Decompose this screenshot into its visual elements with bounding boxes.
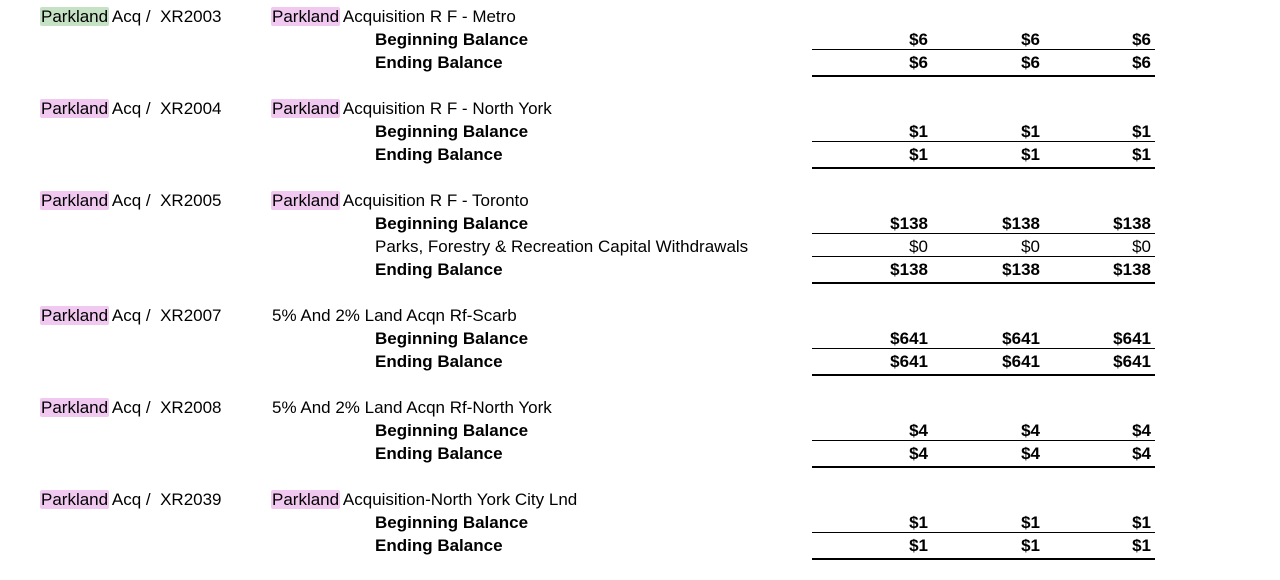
balance-value: $641 [1002, 329, 1040, 348]
highlighted-term: Parkland [41, 99, 109, 118]
fund-code [41, 398, 222, 418]
total-underline [812, 374, 1155, 376]
fund-block [0, 99, 1280, 172]
highlighted-term: Parkland [41, 490, 109, 509]
highlighted-term: Parkland [41, 398, 109, 417]
balance-value: $641 [1002, 352, 1040, 371]
row-separator [812, 348, 1155, 349]
balance-value: $641 [890, 352, 928, 371]
fund-title [272, 490, 577, 510]
fund-title [272, 306, 517, 326]
fund-block [0, 490, 1280, 563]
balance-value: $1 [909, 513, 928, 532]
fund-title [272, 191, 529, 211]
fund-block [0, 306, 1280, 379]
balance-value: $138 [1002, 260, 1040, 279]
balance-value: $4 [1132, 421, 1151, 440]
balance-value: $6 [909, 53, 928, 72]
balance-value: $0 [909, 237, 928, 256]
balance-value: $1 [1132, 122, 1151, 141]
balance-value: $6 [909, 30, 928, 49]
balance-row-label: Beginning Balance [375, 513, 529, 532]
row-separator [812, 532, 1155, 533]
balance-value: $4 [909, 444, 928, 463]
highlighted-term: Parkland [41, 7, 109, 26]
balance-value: $1 [909, 122, 928, 141]
fund-block [0, 191, 1280, 287]
balance-value: $1 [1132, 513, 1151, 532]
fund-title-text: Acquisition R F - Toronto [339, 191, 529, 210]
fund-title-text: Acquisition R F - North York [339, 99, 552, 118]
fund-code-text: Acq / XR2004 [108, 99, 222, 118]
highlighted-term: Parkland [41, 306, 109, 325]
fund-title-text: 5% And 2% Land Acqn Rf-Scarb [272, 306, 517, 325]
total-underline [812, 167, 1155, 169]
balance-row-label: Ending Balance [375, 145, 503, 164]
balance-value: $138 [1113, 260, 1151, 279]
fund-code [41, 191, 222, 211]
row-separator [812, 49, 1155, 50]
fund-code [41, 490, 222, 510]
balance-value: $4 [909, 421, 928, 440]
balance-value: $1 [1132, 536, 1151, 555]
fund-code [41, 7, 222, 27]
total-underline [812, 282, 1155, 284]
balance-row-label: Beginning Balance [375, 421, 529, 440]
row-separator [812, 440, 1155, 441]
highlighted-term: Parkland [272, 7, 340, 26]
highlighted-term: Parkland [272, 191, 340, 210]
balance-value: $641 [1113, 329, 1151, 348]
balance-value: $138 [1113, 214, 1151, 233]
balance-value: $1 [1021, 145, 1040, 164]
fund-code-text: Acq / XR2008 [108, 398, 222, 417]
balance-value: $4 [1021, 444, 1040, 463]
balance-value: $641 [1113, 352, 1151, 371]
balance-value: $0 [1132, 237, 1151, 256]
fund-block [0, 7, 1280, 80]
row-separator [812, 233, 1155, 234]
highlighted-term: Parkland [41, 191, 109, 210]
highlighted-term: Parkland [272, 99, 340, 118]
balance-value: $4 [1132, 444, 1151, 463]
fund-code [41, 99, 222, 119]
row-separator [812, 256, 1155, 257]
balance-value: $138 [890, 214, 928, 233]
balance-value: $138 [890, 260, 928, 279]
balance-row-label: Ending Balance [375, 444, 503, 463]
balance-value: $1 [909, 536, 928, 555]
fund-title-text: Acquisition R F - Metro [339, 7, 516, 26]
balance-row-label: Parks, Forestry & Recreation Capital Withdrawals [375, 237, 749, 256]
balance-row-label: Ending Balance [375, 53, 503, 72]
highlighted-term: Parkland [272, 490, 340, 509]
total-underline [812, 75, 1155, 77]
balance-row-label: Beginning Balance [375, 122, 529, 141]
row-separator [812, 141, 1155, 142]
balance-value: $138 [1002, 214, 1040, 233]
total-underline [812, 466, 1155, 468]
fund-code-text: Acq / XR2005 [108, 191, 222, 210]
balance-value: $1 [1021, 122, 1040, 141]
balance-value: $6 [1021, 53, 1040, 72]
balance-row-label: Ending Balance [375, 536, 503, 555]
fund-code-text: Acq / XR2003 [108, 7, 222, 26]
balance-value: $6 [1132, 53, 1151, 72]
fund-title-text: Acquisition-North York City Lnd [339, 490, 578, 509]
balance-value: $0 [1021, 237, 1040, 256]
balance-value: $1 [1132, 145, 1151, 164]
fund-code [41, 306, 222, 326]
balance-row-label: Ending Balance [375, 260, 503, 279]
balance-row-label: Ending Balance [375, 352, 503, 371]
balance-value: $1 [909, 145, 928, 164]
balance-value: $6 [1132, 30, 1151, 49]
balance-value: $6 [1021, 30, 1040, 49]
fund-block [0, 398, 1280, 471]
fund-title [272, 7, 516, 27]
fund-code-text: Acq / XR2039 [108, 490, 222, 509]
balance-value: $641 [890, 329, 928, 348]
balance-row-label: Beginning Balance [375, 214, 529, 233]
balance-value: $1 [1021, 513, 1040, 532]
fund-code-text: Acq / XR2007 [108, 306, 222, 325]
balance-value: $4 [1021, 421, 1040, 440]
balance-value: $1 [1021, 536, 1040, 555]
fund-title [272, 398, 552, 418]
balance-row-label: Beginning Balance [375, 329, 529, 348]
balance-row-label: Beginning Balance [375, 30, 529, 49]
fund-title [272, 99, 552, 119]
fund-title-text: 5% And 2% Land Acqn Rf-North York [272, 398, 552, 417]
total-underline [812, 558, 1155, 560]
